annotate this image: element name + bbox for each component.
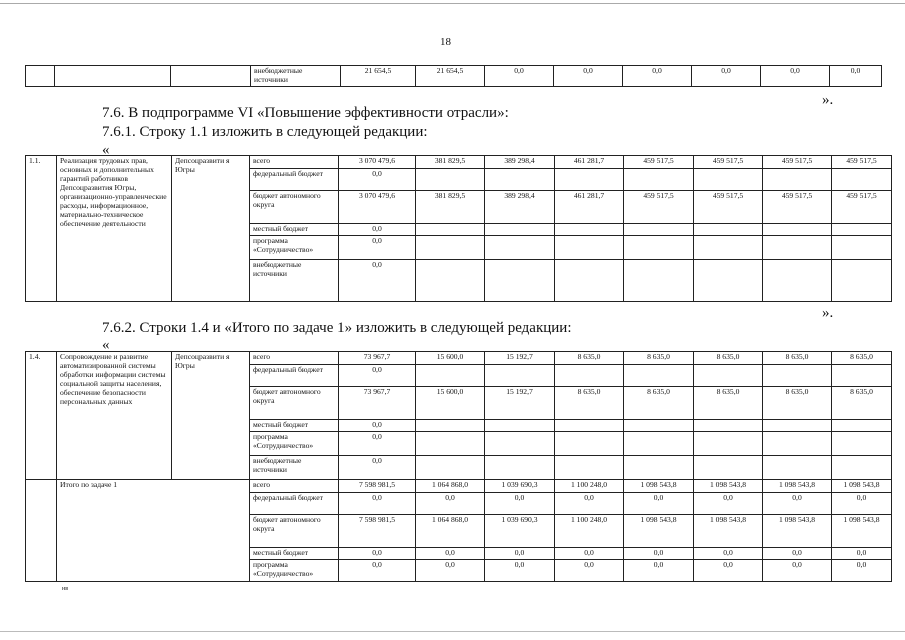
cell-value: 0,0 <box>555 560 624 582</box>
source-label: местный бюджет <box>250 548 339 560</box>
footer-mark: нв <box>62 586 69 592</box>
cell-value: 0,0 <box>761 66 830 87</box>
cell-value: 15 600,0 <box>416 387 485 420</box>
executor: Депсоцразвити я Югры <box>172 156 250 302</box>
total-name: Итого по задаче 1 <box>57 480 250 582</box>
cell-value: 1 098 543,8 <box>624 480 694 493</box>
cell-value: 1 064 868,0 <box>416 515 485 548</box>
cell-value <box>555 432 624 456</box>
cell-value: 0,0 <box>763 560 832 582</box>
cell-value: 21 654,5 <box>416 66 485 87</box>
source-label: федеральный бюджет <box>250 365 339 387</box>
cell-name <box>55 66 171 87</box>
cell-value: 389 298,4 <box>485 156 555 169</box>
cell-value: 459 517,5 <box>832 191 892 224</box>
cell-value: 0,0 <box>485 493 555 515</box>
cell-value <box>694 432 763 456</box>
cell-value <box>763 169 832 191</box>
cell-value: 0,0 <box>694 560 763 582</box>
closing-quote: ». <box>822 92 834 108</box>
executor: Депсоцразвити я Югры <box>172 352 250 480</box>
cell-value <box>555 456 624 480</box>
cell-value: 8 635,0 <box>832 387 892 420</box>
cell-value: 0,0 <box>416 548 485 560</box>
cell-value: 0,0 <box>832 493 892 515</box>
activity-name: Сопровождение и развитие автоматизированной системы обработки информации системы социальной защиты населения, обеспечение безопасности персональных данных <box>57 352 172 480</box>
cell-value <box>694 260 763 302</box>
cell-value: 0,0 <box>692 66 761 87</box>
cell-value: 0,0 <box>339 548 416 560</box>
cell-value: 0,0 <box>763 548 832 560</box>
scan-edge-top <box>0 3 905 4</box>
cell-value: 461 281,7 <box>555 191 624 224</box>
cell-value: 0,0 <box>339 224 416 236</box>
cell-value: 0,0 <box>624 493 694 515</box>
cell-value: 1 098 543,8 <box>763 480 832 493</box>
cell-value: 0,0 <box>694 493 763 515</box>
cell-value <box>624 236 694 260</box>
cell-value: 15 600,0 <box>416 352 485 365</box>
cell-value <box>832 365 892 387</box>
cell-value <box>416 365 485 387</box>
cell-value <box>555 365 624 387</box>
source-label: программа «Сотрудничество» <box>250 432 339 456</box>
cell-executor <box>171 66 251 87</box>
cell-value: 3 070 479,6 <box>339 156 416 169</box>
cell-value <box>832 432 892 456</box>
cell-value <box>624 260 694 302</box>
scan-edge-bottom <box>0 631 905 632</box>
source-label: местный бюджет <box>250 420 339 432</box>
cell-value: 0,0 <box>339 456 416 480</box>
cell-value: 7 598 981,5 <box>339 515 416 548</box>
cell-value: 0,0 <box>694 548 763 560</box>
opening-quote: « <box>102 337 110 353</box>
cell-value <box>694 236 763 260</box>
table-row-total <box>26 480 892 493</box>
cell-value: 8 635,0 <box>555 352 624 365</box>
cell-value: 15 192,7 <box>485 387 555 420</box>
cell-value: 459 517,5 <box>694 191 763 224</box>
source-label: бюджет автономного округа <box>250 515 339 548</box>
total-num <box>26 480 57 582</box>
cell-value: 0,0 <box>339 560 416 582</box>
cell-value: 0,0 <box>830 66 882 87</box>
cell-value <box>555 236 624 260</box>
cell-value <box>555 420 624 432</box>
cell-value <box>416 224 485 236</box>
cell-value: 0,0 <box>339 420 416 432</box>
source-label: всего <box>250 156 339 169</box>
cell-value <box>694 169 763 191</box>
cell-value <box>832 236 892 260</box>
cell-value <box>832 456 892 480</box>
section-subheading: 7.6.2. Строки 1.4 и «Итого по задаче 1» изложить в следующей редакции: <box>102 320 572 336</box>
source-label: внебюджетные источники <box>250 260 339 302</box>
cell-value <box>416 432 485 456</box>
cell-num <box>26 66 55 87</box>
cell-value <box>694 456 763 480</box>
cell-value <box>694 420 763 432</box>
cell-value: 0,0 <box>555 548 624 560</box>
row-number: 1.4. <box>26 352 57 480</box>
row-number: 1.1. <box>26 156 57 302</box>
continuation-table <box>25 65 882 87</box>
cell-value: 1 039 690,3 <box>485 515 555 548</box>
cell-value <box>694 224 763 236</box>
cell-value: 1 100 248,0 <box>555 480 624 493</box>
cell-value: 1 064 868,0 <box>416 480 485 493</box>
cell-value: 0,0 <box>832 560 892 582</box>
cell-value: 8 635,0 <box>763 352 832 365</box>
cell-value <box>763 432 832 456</box>
cell-value: 0,0 <box>339 236 416 260</box>
cell-value: 21 654,5 <box>341 66 416 87</box>
cell-value <box>485 420 555 432</box>
cell-value: 15 192,7 <box>485 352 555 365</box>
cell-value: 0,0 <box>555 493 624 515</box>
table-row <box>26 156 892 169</box>
source-label: внебюджетные источники <box>250 456 339 480</box>
cell-value: 459 517,5 <box>624 156 694 169</box>
cell-value: 8 635,0 <box>832 352 892 365</box>
cell-value <box>485 224 555 236</box>
source-label: бюджет автономного округа <box>250 191 339 224</box>
source-label: федеральный бюджет <box>250 169 339 191</box>
table-row-1-4-and-total <box>25 351 892 582</box>
cell-value <box>832 260 892 302</box>
cell-value: 381 829,5 <box>416 191 485 224</box>
cell-value <box>416 236 485 260</box>
cell-value <box>485 456 555 480</box>
cell-value <box>555 260 624 302</box>
source-label: местный бюджет <box>250 224 339 236</box>
cell-value <box>624 432 694 456</box>
cell-source: внебюджетные источники <box>251 66 341 87</box>
table-row-1-1 <box>25 155 892 302</box>
cell-value <box>832 224 892 236</box>
cell-value: 381 829,5 <box>416 156 485 169</box>
cell-value <box>763 420 832 432</box>
cell-value: 0,0 <box>485 66 554 87</box>
cell-value: 459 517,5 <box>832 156 892 169</box>
cell-value <box>416 260 485 302</box>
source-label: программа «Сотрудничество» <box>250 560 339 582</box>
cell-value <box>624 365 694 387</box>
cell-value: 459 517,5 <box>624 191 694 224</box>
cell-value: 0,0 <box>485 560 555 582</box>
cell-value <box>555 169 624 191</box>
cell-value <box>555 224 624 236</box>
cell-value: 0,0 <box>763 493 832 515</box>
source-label: всего <box>250 352 339 365</box>
cell-value <box>416 169 485 191</box>
cell-value <box>763 456 832 480</box>
cell-value: 0,0 <box>623 66 692 87</box>
cell-value <box>485 236 555 260</box>
table-row <box>26 352 892 365</box>
cell-value <box>485 169 555 191</box>
table-row <box>26 66 882 87</box>
source-label: программа «Сотрудничество» <box>250 236 339 260</box>
cell-value <box>485 260 555 302</box>
page-number: 18 <box>440 36 451 48</box>
cell-value: 0,0 <box>485 548 555 560</box>
cell-value: 389 298,4 <box>485 191 555 224</box>
cell-value: 461 281,7 <box>555 156 624 169</box>
section-subheading: 7.6.1. Строку 1.1 изложить в следующей редакции: <box>102 124 428 140</box>
cell-value <box>832 169 892 191</box>
cell-value: 0,0 <box>554 66 623 87</box>
activity-name: Реализация трудовых прав, основных и дополнительных гарантий работников Депсоцразвития Югры, организационно-управленческие расходы, информационное, материально-техническое обеспечение деятельности <box>57 156 172 302</box>
cell-value <box>485 432 555 456</box>
cell-value: 0,0 <box>624 548 694 560</box>
cell-value: 8 635,0 <box>555 387 624 420</box>
cell-value <box>832 420 892 432</box>
cell-value <box>624 224 694 236</box>
cell-value: 7 598 981,5 <box>339 480 416 493</box>
cell-value <box>624 169 694 191</box>
cell-value <box>416 456 485 480</box>
cell-value: 0,0 <box>416 493 485 515</box>
cell-value <box>624 456 694 480</box>
cell-value <box>694 365 763 387</box>
cell-value: 8 635,0 <box>763 387 832 420</box>
source-label: всего <box>250 480 339 493</box>
cell-value: 1 098 543,8 <box>624 515 694 548</box>
section-heading: 7.6. В подпрограмме VI «Повышение эффективности отрасли»: <box>102 105 509 121</box>
cell-value: 0,0 <box>832 548 892 560</box>
cell-value: 0,0 <box>339 432 416 456</box>
cell-value: 0,0 <box>339 365 416 387</box>
cell-value: 459 517,5 <box>763 156 832 169</box>
source-label: федеральный бюджет <box>250 493 339 515</box>
cell-value: 1 098 543,8 <box>763 515 832 548</box>
cell-value <box>485 365 555 387</box>
cell-value <box>763 224 832 236</box>
cell-value: 0,0 <box>339 493 416 515</box>
opening-quote: « <box>102 142 110 158</box>
source-label: бюджет автономного округа <box>250 387 339 420</box>
cell-value: 1 098 543,8 <box>832 480 892 493</box>
cell-value: 8 635,0 <box>694 352 763 365</box>
cell-value: 1 098 543,8 <box>694 515 763 548</box>
cell-value: 8 635,0 <box>624 387 694 420</box>
cell-value: 1 039 690,3 <box>485 480 555 493</box>
cell-value: 1 098 543,8 <box>694 480 763 493</box>
cell-value: 8 635,0 <box>694 387 763 420</box>
cell-value <box>624 420 694 432</box>
cell-value: 0,0 <box>416 560 485 582</box>
cell-value: 1 098 543,8 <box>832 515 892 548</box>
cell-value <box>763 260 832 302</box>
cell-value: 0,0 <box>624 560 694 582</box>
cell-value: 73 967,7 <box>339 352 416 365</box>
closing-quote: ». <box>822 305 834 321</box>
cell-value: 1 100 248,0 <box>555 515 624 548</box>
cell-value: 0,0 <box>339 169 416 191</box>
cell-value <box>763 365 832 387</box>
cell-value <box>763 236 832 260</box>
cell-value: 3 070 479,6 <box>339 191 416 224</box>
cell-value: 0,0 <box>339 260 416 302</box>
cell-value: 459 517,5 <box>763 191 832 224</box>
cell-value <box>416 420 485 432</box>
cell-value: 459 517,5 <box>694 156 763 169</box>
cell-value: 8 635,0 <box>624 352 694 365</box>
cell-value: 73 967,7 <box>339 387 416 420</box>
